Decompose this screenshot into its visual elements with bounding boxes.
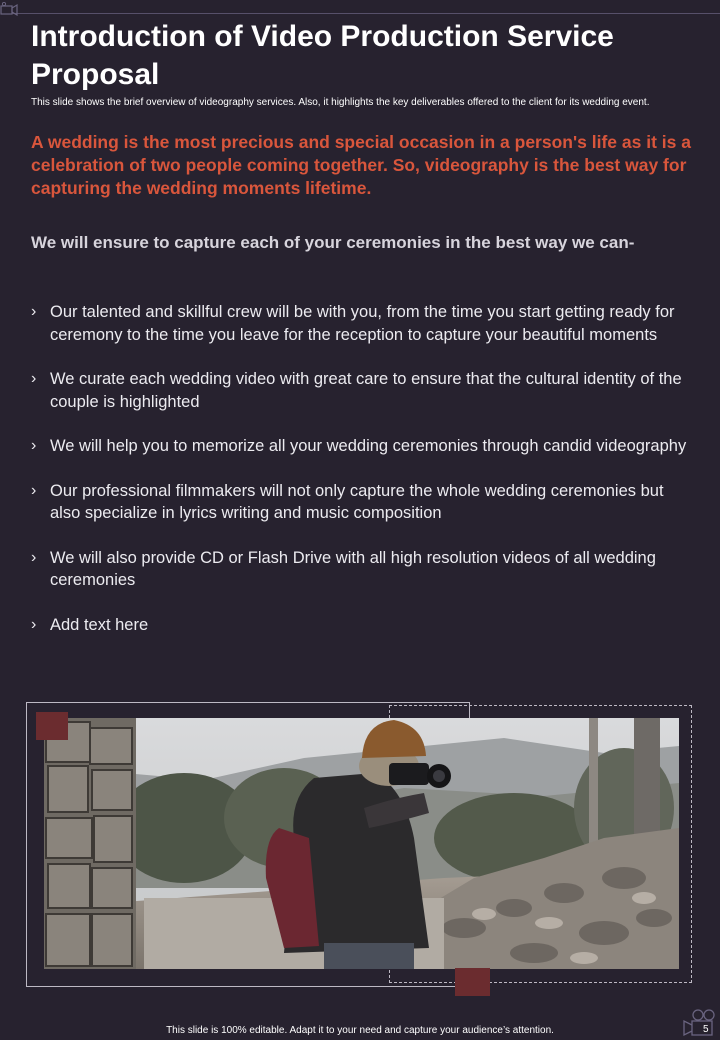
list-item-text: Our professional filmmakers will not only capture the whole wedding ceremonies but also specialize in lyrics writing and music composition [50,481,664,522]
list-item-text: Add text here [50,615,149,634]
list-item [31,614,696,637]
list-item-text: We will help you to memorize all your wedding ceremonies through candid videography [50,437,687,455]
highlight-statement: A wedding is the most precious and special occasion in a person's life as it is a celebration of two people coming together. So, videography is the best way for capturing the wedding moments lifetime. [31,132,691,198]
chevron-right-icon: › [31,481,37,499]
footer-note: This slide is 100% editable. Adapt it to your need and capture your audience’s attention. [166,1025,554,1036]
accent-square-bottom [455,968,490,996]
list-item [31,301,696,346]
slide-subtitle: This slide shows the brief overview of videography services. Also, it highlights the key deliverables offered to the client for its wedding event. [31,97,650,108]
top-divider-line [12,13,720,14]
accent-square-top [36,712,68,740]
list-item [31,368,696,413]
list-item [31,435,696,458]
chevron-right-icon: › [31,303,37,320]
page-number: 5 [703,1024,709,1035]
chevron-right-icon: › [31,370,37,387]
list-item [31,547,696,592]
slide-title: Introduction of Video Production Service Proposal [31,20,614,91]
deliverables-list [31,301,696,658]
lead-statement: We will ensure to capture each of your ceremonies in the best way we can- [31,233,635,252]
chevron-right-icon: › [31,437,37,454]
chevron-right-icon: › [31,548,37,566]
list-item-text: We will also provide CD or Flash Drive with all high resolution videos of all wedding ceremonies [50,548,656,589]
chevron-right-icon: › [31,615,37,633]
photographer-photo [44,718,679,969]
list-item [31,480,696,525]
list-item-text: We curate each wedding video with great care to ensure that the cultural identity of the couple is highlighted [50,370,682,411]
list-item-text: Our talented and skillful crew will be with you, from the time you start getting ready for ceremony to the time you leave for the reception to capture your beautiful moments [50,303,675,344]
camera-icon [682,1008,718,1038]
video-camera-icon [0,2,18,16]
